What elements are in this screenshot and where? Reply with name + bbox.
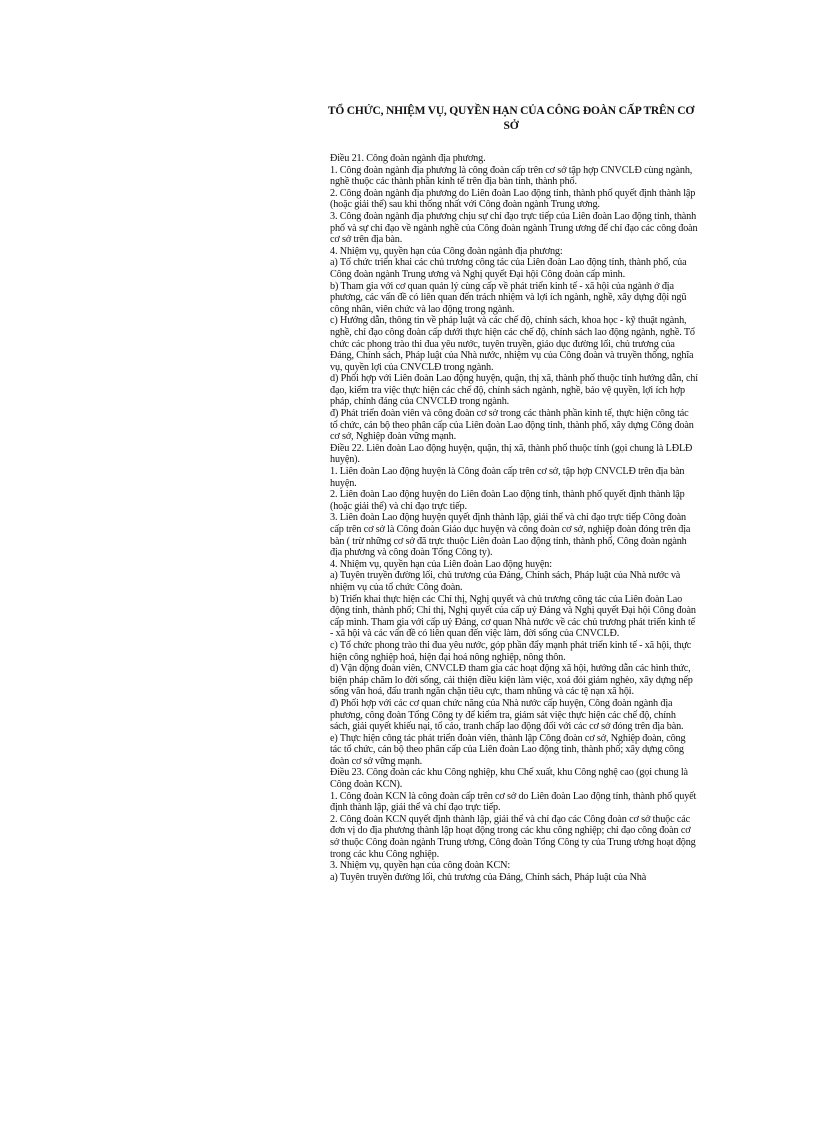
paragraph: 1. Công đoàn ngành địa phương là công đoàn cấp trên cơ sở tập hợp CNVCLĐ cùng ngành, nghề thuộc các thành phần kinh tế trên địa bàn tỉnh, thành phố. xyxy=(330,164,693,188)
paragraph: Điều 23. Công đoàn các khu Công nghiệp, khu Chế xuất, khu Công nghệ cao (gọi chung là Công đoàn KCN). xyxy=(330,767,688,791)
paragraph: 4. Nhiệm vụ, quyền hạn của Liên đoàn Lao động huyện: xyxy=(330,558,552,570)
paragraph: 3. Nhiệm vụ, quyền hạn của công đoàn KCN: xyxy=(330,860,511,872)
document-body xyxy=(330,153,698,883)
paragraph: d) Phối hợp với Liên đoàn Lao động huyện, quận, thị xã, thành phố thuộc tỉnh hướng dẫn, chỉ đạo, kiểm tra việc thực hiện các chế độ, chính sách ngành, nghề, bảo vệ quyền, lợi ích hợp pháp, chính đáng của CNVCLĐ trong ngành. xyxy=(330,373,698,408)
paragraph: 3. Liên đoàn Lao động huyện quyết định thành lập, giải thể và chỉ đạo trực tiếp Công đoàn cấp trên cơ sở là Công đoàn Giáo dục huyện và công đoàn cơ sở, nghiệp đoàn đóng trên địa bàn ( trừ những cơ sở đã trực thuộc Liên đoàn Lao động tỉnh, thành phố, Công đoàn ngành địa phương và công đoàn Tổng Công ty). xyxy=(330,512,691,559)
paragraph: Điều 21. Công đoàn ngành địa phương. xyxy=(330,153,486,164)
paragraph: 2. Liên đoàn Lao động huyện do Liên đoàn Lao động tỉnh, thành phố quyết định thành lập (hoặc giải thể) và chỉ đạo trực tiếp. xyxy=(330,489,685,512)
paragraph: c) Hướng dẫn, thông tin về pháp luật và các chế độ, chính sách, khoa học - kỹ thuật ngành, nghề, chỉ đạo công đoàn cấp dưới thực hiện các chế độ, chính sách lao động ngành, nghề. Tổ chức các phong trào thi đua yêu nước, tuyên truyền, giáo dục đường lối, chủ trương của Đảng, Chính sách, Pháp luật của Nhà nước, nhiệm vụ của Công đoàn và truyền thống, nghĩa vụ, quyền lợi của CNVCLĐ trong ngành. xyxy=(330,315,695,373)
paragraph: Điều 22. Liên đoàn Lao động huyện, quận, thị xã, thành phố thuộc tỉnh (gọi chung là LĐLĐ huyện). xyxy=(330,442,693,466)
paragraph: a) Tổ chức triển khai các chủ trương công tác của Liên đoàn Lao động tỉnh, thành phố, của Công đoàn ngành Trung ương và Nghị quyết Đại hội Công đoàn cấp mình. xyxy=(330,257,687,280)
paragraph: 4. Nhiệm vụ, quyền hạn của Công đoàn ngành địa phương: xyxy=(330,245,563,257)
paragraph: đ) Phối hợp với các cơ quan chức năng của Nhà nước cấp huyện, Công đoàn ngành địa phương, công đoàn Tổng Công ty để kiểm tra, giám sát việc thực hiện các chế độ, chính sách, giải quyết khiếu nại, tố cáo, tranh chấp lao động đối với các cơ sở đóng trên địa bàn. xyxy=(330,697,684,733)
paragraph: d) Vận động đoàn viên, CNVCLĐ tham gia các hoạt động xã hội, hướng dẫn các hình thức, biện pháp chăm lo đời sống, cải thiện điều kiện làm việc, xoá đói giảm nghèo, xây dựng nếp sống văn hoá, đấu tranh ngăn chặn tiêu cực, tham nhũng và các tệ nạn xã hội. xyxy=(330,663,693,698)
paragraph: a) Tuyên truyền đường lối, chủ trương của Đảng, Chính sách, Pháp luật của Nhà xyxy=(330,871,647,883)
paragraph: e) Thực hiện công tác phát triển đoàn viên, thành lập Công đoàn cơ sở, Nghiệp đoàn, công tác tổ chức, cán bộ theo phân cấp của Liên đoàn Lao động tỉnh, thành phố; xây dựng công đoàn cơ sở vững mạnh. xyxy=(330,732,686,767)
paragraph: a) Tuyên truyền đường lối, chủ trương của Đảng, Chính sách, Pháp luật của Nhà nước và nhiệm vụ của tổ chức Công đoàn. xyxy=(330,570,681,593)
paragraph: 3. Công đoàn ngành địa phương chịu sự chỉ đạo trực tiếp của Liên đoàn Lao động tỉnh, thành phố và sự chỉ đạo về ngành nghề của Công đoàn ngành Trung ương để chỉ đạo các công đoàn cơ sở trên địa bàn. xyxy=(330,210,698,246)
document-title: TỔ CHỨC, NHIỆM VỤ, QUYỀN HẠN CỦA CÔNG ĐOÀN CẤP TRÊN CƠ SỞ xyxy=(327,105,695,132)
paragraph: đ) Phát triển đoàn viên và công đoàn cơ sở trong các thành phần kinh tế, thực hiện công tác tổ chức, cán bộ theo phân cấp của Liên đoàn Lao động tỉnh, thành phố, xây dựng Công đoàn cơ sở, Nghiệp đoàn vững mạnh. xyxy=(330,408,694,443)
paragraph: 1. Công đoàn KCN là công đoàn cấp trên cơ sở do Liên đoàn Lao động tỉnh, thành phố quyết định thành lập, giải thể và chỉ đạo trực tiếp. xyxy=(330,790,697,814)
paragraph: 2. Công đoàn KCN quyết định thành lập, giải thể và chỉ đạo các Công đoàn cơ sở thuộc các đơn vị do địa phương thành lập hoạt động trong các khu công nghiệp; chỉ đạo công đoàn cơ sở thuộc Công đoàn ngành Trung ương, Công đoàn Tổng Công ty của Trung ương hoạt động trong các khu Công nghiệp. xyxy=(330,813,696,860)
paragraph: 2. Công đoàn ngành địa phương do Liên đoàn Lao động tỉnh, thành phố quyết định thành lập (hoặc giải thể) sau khi thống nhất với Công đoàn ngành Trung ương. xyxy=(330,187,696,211)
paragraph: b) Triển khai thực hiện các Chỉ thị, Nghị quyết và chủ trương công tác của Liên đoàn Lao động tỉnh, thành phố; Chỉ thị, Nghị quyết của cấp uỷ Đảng và Nghị quyết Đại hội Công đoàn cấp mình. Tham gia với cấp uỷ Đảng, cơ quan Nhà nước về các chủ trương phát triển kinh tế - xã hội và các vấn đề có liên quan đến việc làm, đời sống của CNVCLĐ. xyxy=(330,593,696,640)
paragraph: 1. Liên đoàn Lao động huyện là Công đoàn cấp trên cơ sở, tập hợp CNVCLĐ trên địa bàn huyện. xyxy=(330,466,685,489)
paragraph: c) Tổ chức phong trào thi đua yêu nước, góp phần đẩy mạnh phát triển kinh tế - xã hội, thực hiện công nghiệp hoá, hiện đại hoá nông nghiệp, nông thôn. xyxy=(330,639,692,663)
paragraph: b) Tham gia với cơ quan quản lý cùng cấp về phát triển kinh tế - xã hội của ngành ở địa phương, các vấn đề có liên quan đến trách nhiệm và lợi ích ngành, nghề, xây dựng đội ngũ công nhân, viên chức và lao động trong ngành. xyxy=(330,280,687,315)
